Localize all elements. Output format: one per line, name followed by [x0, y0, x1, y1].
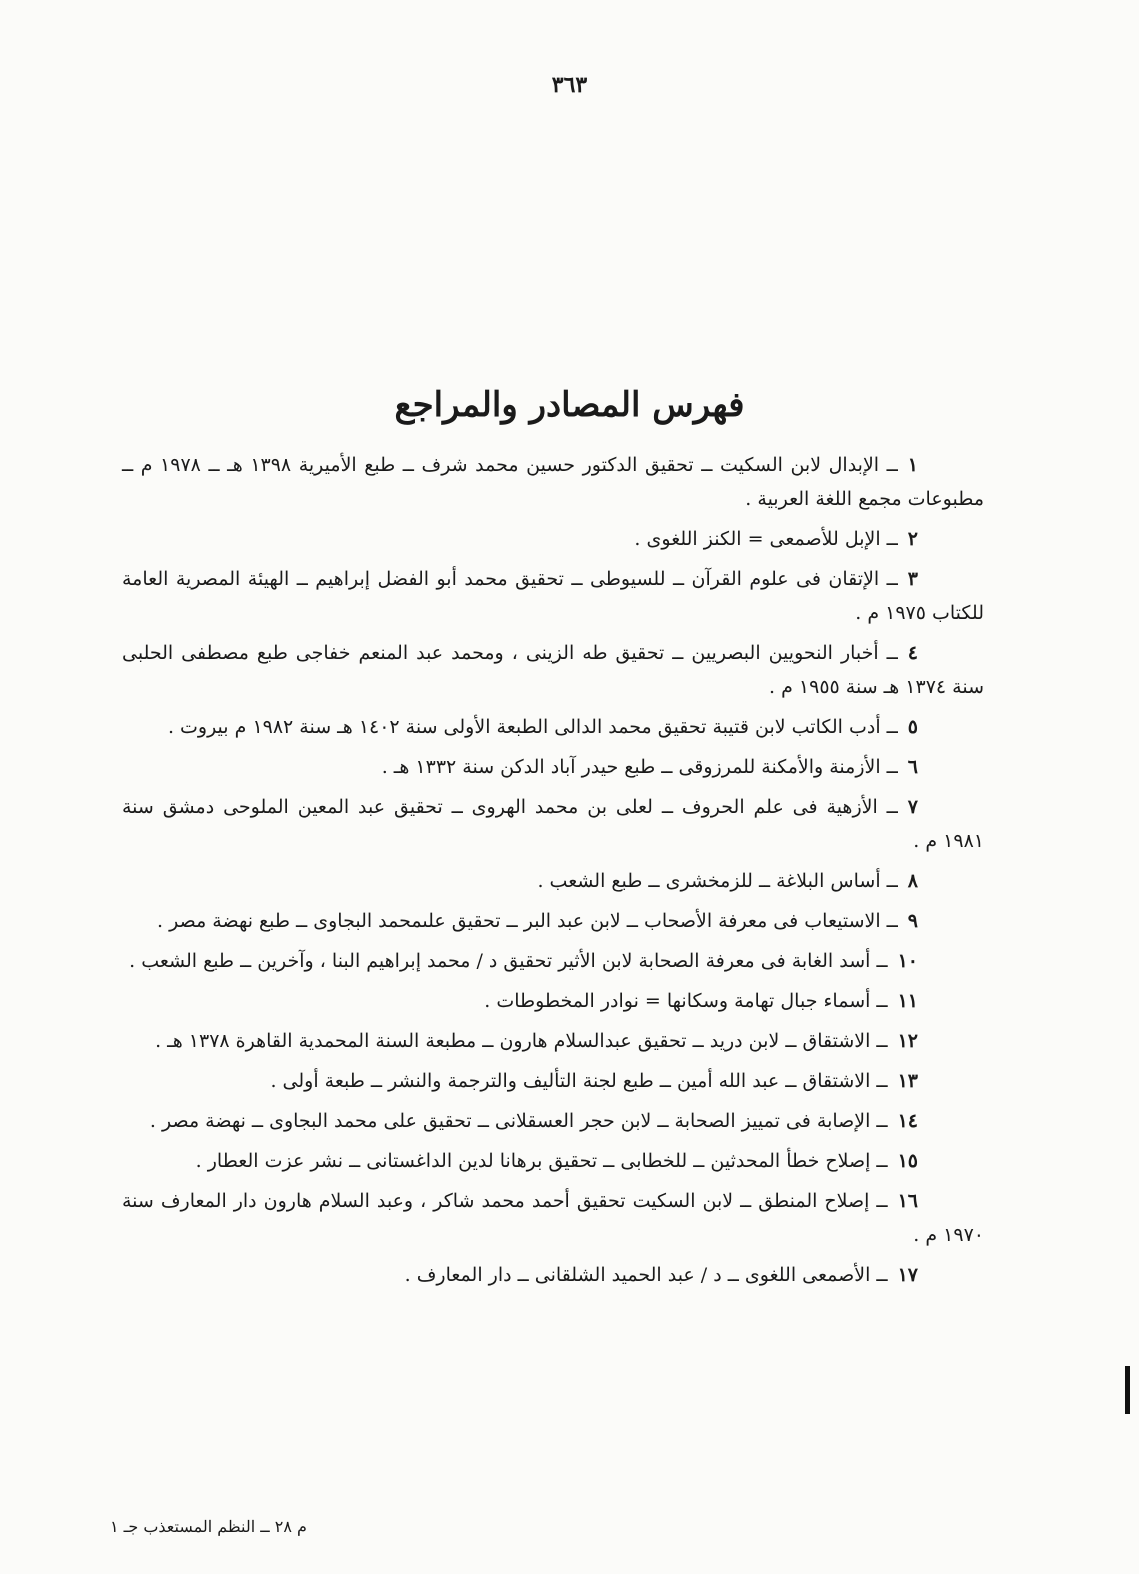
entry-number: ٧ — [907, 796, 918, 818]
reference-entry — [122, 1184, 984, 1252]
entry-text: ــ الأزهية فى علم الحروف ــ لعلى بن محمد الهروى ــ تحقيق عبد المعين الملوحى دمشق سنة ١٩٨١ م . — [122, 796, 984, 852]
entry-text: ــ الإتقان فى علوم القرآن ــ للسيوطى ــ تحقيق محمد أبو الفضل إبراهيم ــ الهيئة المصرية العامة للكتاب ١٩٧٥ م . — [122, 568, 984, 624]
entry-text: ــ الأصمعى اللغوى ــ د / عبد الحميد الشلقانى ــ دار المعارف . — [404, 1264, 888, 1286]
reference-entry — [122, 522, 984, 556]
reference-entry — [122, 864, 984, 898]
page-footer: م ٢٨ ــ النظم المستعذب جـ ١ — [110, 1517, 307, 1536]
entry-text: ــ إصلاح خطأ المحدثين ــ للخطابى ــ تحقيق برهانا لدين الداغستانى ــ نشر عزت العطار . — [195, 1150, 888, 1172]
entry-text: ــ أدب الكاتب لابن قتيبة تحقيق محمد الدالى الطبعة الأولى سنة ١٤٠٢ هـ سنة ١٩٨٢ م بيروت . — [167, 716, 898, 738]
entry-text: ــ الإصابة فى تمييز الصحابة ــ لابن حجر العسقلانى ــ تحقيق على محمد البجاوى ــ نهضة مصر . — [149, 1110, 888, 1132]
entry-number: ١٤ — [897, 1110, 918, 1132]
reference-entry — [122, 790, 984, 858]
page-number: ٣٦٣ — [551, 72, 588, 98]
entry-number: ٨ — [907, 870, 918, 892]
reference-entry — [122, 1024, 984, 1058]
entry-number: ٤ — [907, 642, 918, 664]
reference-entry — [122, 636, 984, 704]
reference-entry — [122, 1104, 984, 1138]
entry-number: ٣ — [907, 568, 918, 590]
entry-text: ــ أخبار النحويين البصريين ــ تحقيق طه الزينى ، ومحمد عبد المنعم خفاجى طبع مصطفى الحلبى سنة ١٣٧٤ هـ سنة ١٩٥٥ م . — [122, 642, 984, 698]
entry-text: ــ الاشتقاق ــ عبد الله أمين ــ طبع لجنة التأليف والترجمة والنشر ــ طبعة أولى . — [270, 1070, 888, 1092]
entry-number: ١٣ — [897, 1070, 918, 1092]
entry-number: ١١ — [897, 990, 918, 1012]
reference-entry — [122, 904, 984, 938]
entry-text: ــ الأزمنة والأمكنة للمرزوقى ــ طبع حيدر آباد الدكن سنة ١٣٣٢ هـ . — [381, 756, 898, 778]
entry-text: ــ أساس البلاغة ــ للزمخشرى ــ طبع الشعب . — [537, 870, 898, 892]
entry-text: ــ أسد الغابة فى معرفة الصحابة لابن الأثير تحقيق د / محمد إبراهيم البنا ، وآخرين ــ طبع الشعب . — [129, 950, 888, 972]
reference-entry — [122, 1144, 984, 1178]
entry-number: ٦ — [907, 756, 918, 778]
entry-text: ــ الاشتقاق ــ لابن دريد ــ تحقيق عبدالسلام هارون ــ مطبعة السنة المحمدية القاهرة ١٣٧٨ هـ . — [155, 1030, 888, 1052]
entry-number: ١٠ — [897, 950, 918, 972]
entry-number: ١٧ — [897, 1264, 918, 1286]
entry-number: ١٢ — [897, 1030, 918, 1052]
entry-text: ــ الإبدال لابن السكيت ــ تحقيق الدكتور حسين محمد شرف ــ طبع الأميرية ١٣٩٨ هـ ــ ١٩٧٨ م ــ مطبوعات مجمع اللغة العربية . — [122, 454, 984, 510]
entry-number: ٩ — [907, 910, 918, 932]
entry-text: ــ الإبل للأصمعى = الكنز اللغوى . — [634, 528, 898, 550]
entry-number: ١٥ — [897, 1150, 918, 1172]
references-list — [122, 448, 984, 1298]
reference-entry — [122, 984, 984, 1018]
reference-entry — [122, 1258, 984, 1292]
entry-text: ــ أسماء جبال تهامة وسكانها = نوادر المخطوطات . — [484, 990, 888, 1012]
entry-number: ٢ — [907, 528, 918, 550]
reference-entry — [122, 562, 984, 630]
entry-number: ٥ — [907, 716, 918, 738]
reference-entry — [122, 1064, 984, 1098]
entry-text: ــ الاستيعاب فى معرفة الأصحاب ــ لابن عبد البر ــ تحقيق علىمحمد البجاوى ــ طبع نهضة مصر . — [157, 910, 898, 932]
reference-entry — [122, 710, 984, 744]
page-title: فهرس المصادر والمراجع — [394, 384, 745, 425]
margin-mark — [1125, 1366, 1130, 1414]
entry-number: ١٦ — [897, 1190, 918, 1212]
entry-text: ــ إصلاح المنطق ــ لابن السكيت تحقيق أحمد محمد شاكر ، وعبد السلام هارون دار المعارف سنة ١٩٧٠ م . — [122, 1190, 984, 1246]
reference-entry — [122, 944, 984, 978]
reference-entry — [122, 448, 984, 516]
entry-number: ١ — [907, 454, 918, 476]
reference-entry — [122, 750, 984, 784]
